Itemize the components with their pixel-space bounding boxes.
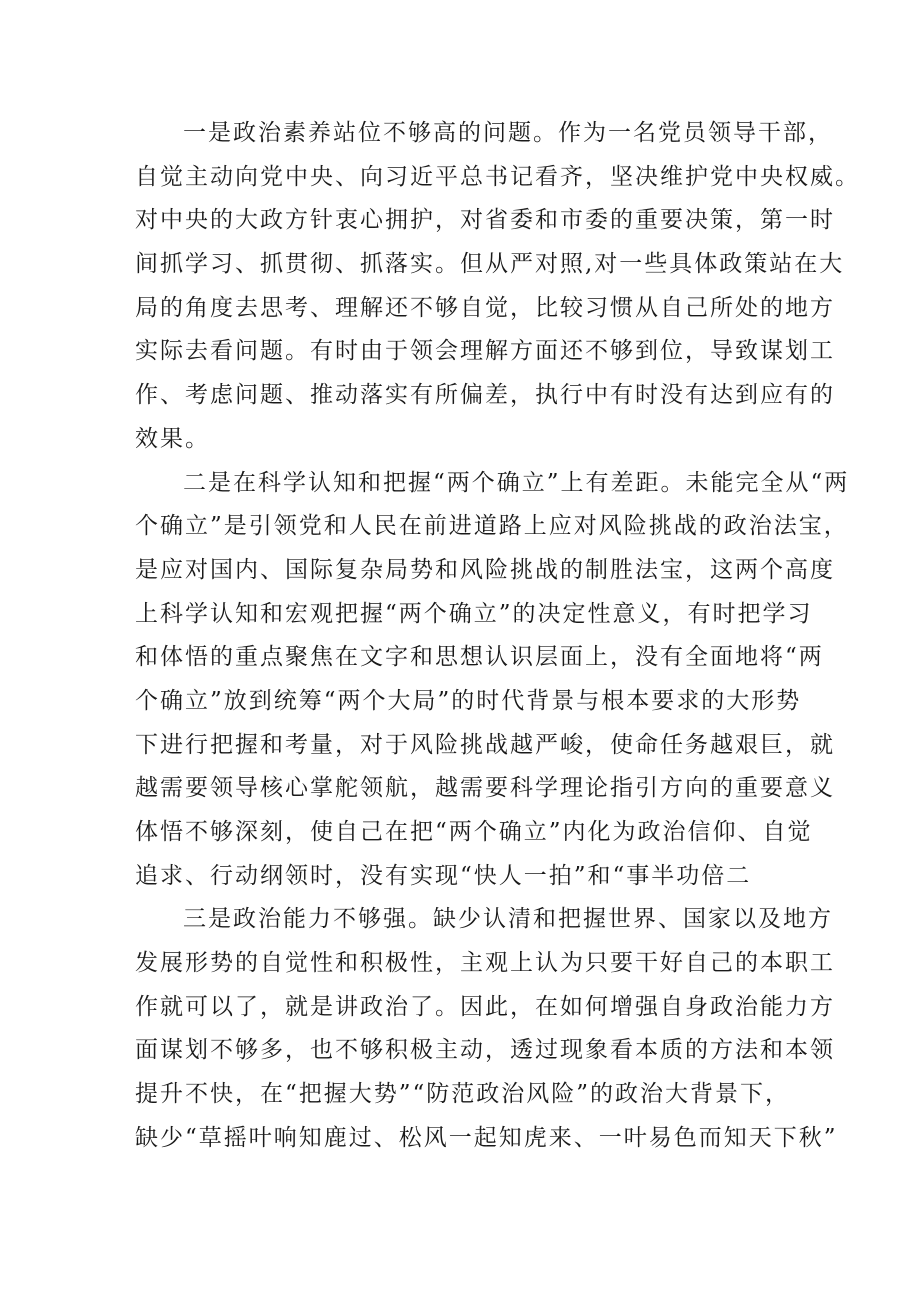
text-line: 个确立”是引领党和人民在前进道路上应对风险挑战的政治法宝， — [135, 513, 849, 540]
text-line: 对中央的大政方针衷心拥护，对省委和市委的重要决策，第一时 — [135, 207, 835, 234]
text-line: 体悟不够深刻，使自己在把“两个确立”内化为政治信仰、自觉 — [135, 819, 813, 845]
paragraph-political-literacy — [135, 112, 860, 462]
text-line: 间抓学习、抓贯彻、抓落实。但从严对照,对一些具体政策站在大 — [135, 251, 845, 278]
text-line: 面谋划不够多，也不够积极主动，透过现象看本质的方法和本领 — [135, 1037, 835, 1064]
text-line: 缺少“草摇叶响知鹿过、松风一起知虎来、一叶易色而知天下秋” — [135, 1124, 838, 1151]
text-line: 发展形势的自觉性和积极性，主观上认为只要干好自己的本职工 — [135, 950, 835, 977]
text-line: 追求、行动纲领时，没有实现“快人一拍”和“事半功倍二 — [135, 862, 752, 889]
text-line: 作就可以了，就是讲政治了。因此，在如何增强自身政治能力方 — [135, 993, 835, 1020]
text-line: 效果。 — [135, 425, 210, 452]
text-line: 越需要领导核心掌舵领航，越需要科学理论指引方向的重要意义 — [135, 775, 835, 802]
text-line: 实际去看问题。有时由于领会理解方面还不够到位，导致谋划工 — [135, 338, 835, 365]
text-line: 提升不快，在“把握大势”“防范政治风险”的政治大背景下， — [135, 1081, 791, 1108]
paragraph-political-ability — [135, 898, 838, 1160]
document-body — [135, 112, 860, 1161]
text-line: 下进行把握和考量，对于风险挑战越严峻，使命任务越艰巨，就 — [135, 731, 835, 758]
text-line: 作、考虑问题、推动落实有所偏差，执行中有时没有达到应有的 — [135, 382, 835, 409]
text-line: 二是在科学认知和把握“两个确立”上有差距。未能完全从“两 — [183, 469, 850, 496]
text-line: 是应对国内、国际复杂局势和风险挑战的制胜法宝，这两个高度 — [135, 556, 835, 583]
text-line: 自觉主动向党中央、向习近平总书记看齐，坚决维护党中央权威。 — [135, 163, 860, 190]
text-line: 和体悟的重点聚焦在文字和思想认识层面上，没有全面地将“两 — [135, 644, 824, 671]
text-line: 局的角度去思考、理解还不够自觉，比较习惯从自己所处的地方 — [135, 294, 835, 321]
text-line: 个确立”放到统筹“两个大局”的时代背景与根本要求的大形势 — [135, 687, 802, 714]
paragraph-two-establishments — [135, 462, 850, 899]
text-line: 三是政治能力不够强。缺少认清和把握世界、国家以及地方 — [183, 906, 833, 933]
text-line: 一是政治素养站位不够高的问题。作为一名党员领导干部， — [183, 120, 833, 146]
text-line: 上科学认知和宏观把握“两个确立”的决定性意义，有时把学习 — [135, 600, 813, 627]
